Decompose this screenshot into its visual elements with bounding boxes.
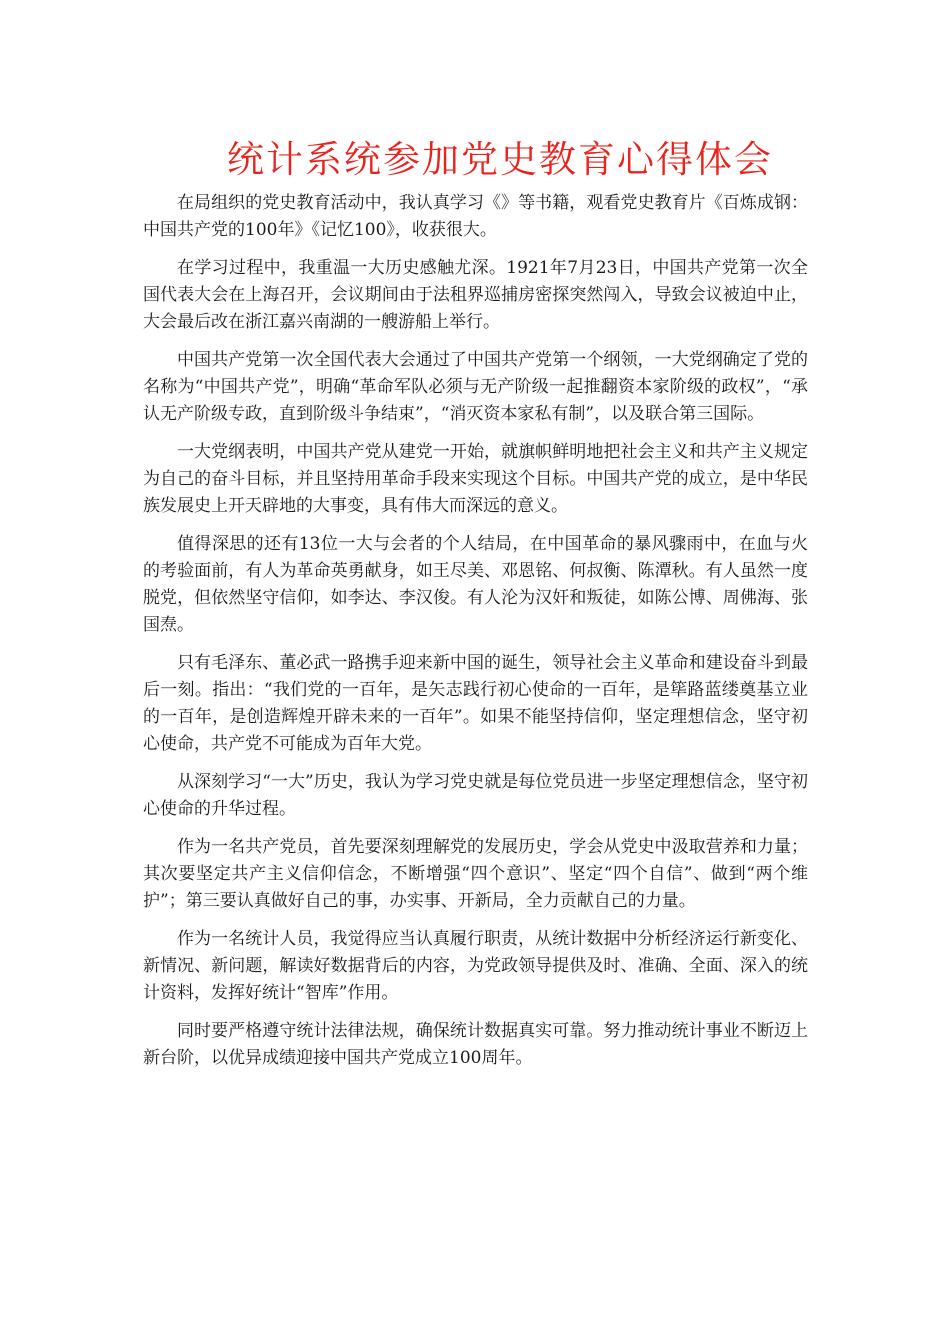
paragraph-6: 只有毛泽东、董必武一路携手迎来新中国的诞生，领导社会主义革命和建设奋斗到最后一刻。指出：“我们党的一百年，是矢志践行初心使命的一百年，是筚路蓝缕奠基立业的一百年，是创造辉煌开辟未来的一百年”。如果不能坚持信仰，坚定理想信念，坚守初心使命，共产党不可能成为百年大党。 [143, 653, 808, 754]
paragraph-8: 作为一名共产党员，首先要深刻理解党的发展历史，学会从党史中汲取营养和力量；其次要坚定共产主义信仰信念，不断增强“四个意识”、坚定“四个自信”、做到“两个维护”；第三要认真做好自己的事，办实事、开新局，全力贡献自己的力量。 [143, 837, 808, 911]
paragraph-7: 从深刻学习“一大”历史，我认为学习党史就是每位党员进一步坚定理想信念，坚守初心使命的升华过程。 [143, 772, 808, 819]
paragraph-9: 作为一名统计人员，我觉得应当认真履行职责，从统计数据中分析经济运行新变化、新情况、新问题，解读好数据背后的内容，为党政领导提供及时、准确、全面、深入的统计资料，发挥好统计“智库”作用。 [143, 929, 808, 1003]
paragraph-4: 一大党纲表明，中国共产党从建党一开始，就旗帜鲜明地把社会主义和共产主义规定为自己的奋斗目标，并且坚持用革命手段来实现这个目标。中国共产党的成立，是中华民族发展史上开天辟地的大事变，具有伟大而深远的意义。 [143, 442, 808, 516]
document-body [143, 190, 808, 1083]
paragraph-2: 在学习过程中，我重温一大历史感触尤深。1921年7月23日，中国共产党第一次全国代表大会在上海召开，会议期间由于法租界巡捕房密探突然闯入，导致会议被迫中止，大会最后改在浙江嘉兴南湖的一艘游船上举行。 [143, 258, 808, 332]
paragraph-5: 值得深思的还有13位一大与会者的个人结局，在中国革命的暴风骤雨中，在血与火的考验面前，有人为革命英勇献身，如王尽美、邓恩铭、何叔衡、陈潭秋。有人虽然一度脱党，但依然坚守信仰，如李达、李汉俊。有人沦为汉奸和叛徒，如陈公博、周佛海、张国焘。 [143, 534, 808, 635]
document-title: 统计系统参加党史教育心得体会 [227, 138, 773, 181]
paragraph-1: 在局组织的党史教育活动中，我认真学习《》等书籍，观看党史教育片《百炼成钢：中国共产党的100年》《记忆100》，收获很大。 [143, 193, 808, 240]
paragraph-10: 同时要严格遵守统计法律法规，确保统计数据真实可靠。努力推动统计事业不断迈上新台阶，以优异成绩迎接中国共产党成立100周年。 [143, 1021, 808, 1068]
paragraph-3: 中国共产党第一次全国代表大会通过了中国共产党第一个纲领，一大党纲确定了党的名称为“中国共产党”，明确“革命军队必须与无产阶级一起推翻资本家阶级的政权”，“承认无产阶级专政，直到阶级斗争结束”，“消灭资本家私有制”，以及联合第三国际。 [143, 350, 808, 424]
